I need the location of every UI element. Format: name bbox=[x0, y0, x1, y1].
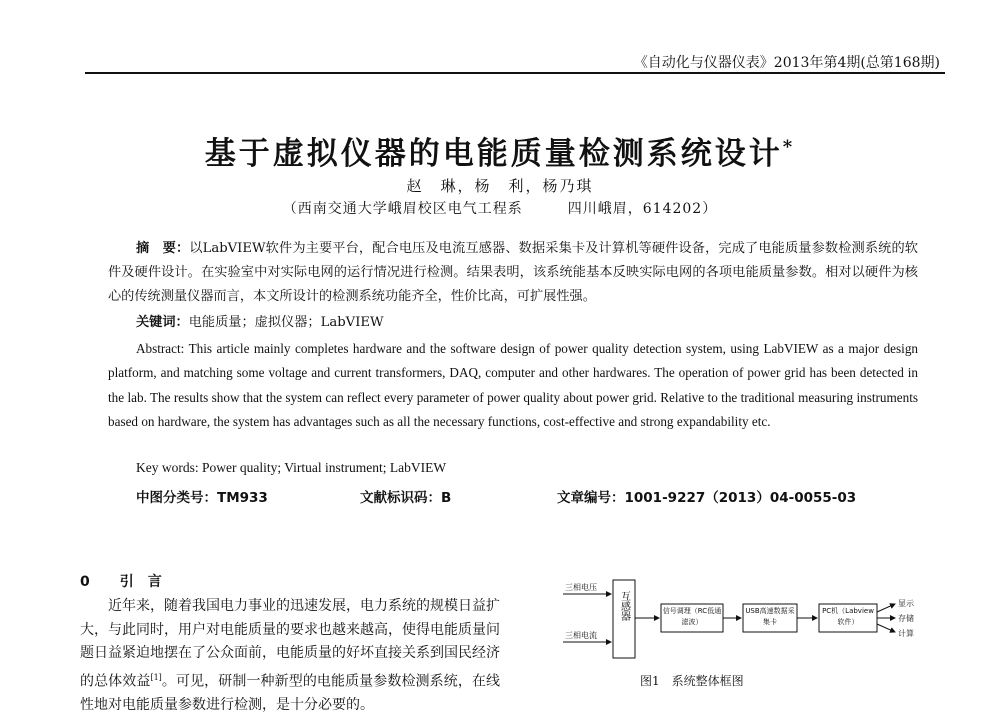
clc-number: 中图分类号：TM933 bbox=[136, 490, 268, 506]
authors: 赵 琳，杨 利，杨乃琪 bbox=[406, 177, 594, 195]
section-number: 0 bbox=[80, 574, 90, 590]
fig-output-display: 显示 bbox=[898, 599, 914, 608]
fig-arrow-display bbox=[877, 604, 895, 612]
intro-paragraph bbox=[80, 595, 501, 713]
affiliation: （西南交通大学峨眉校区电气工程系 四川峨眉，614202） bbox=[282, 201, 718, 217]
fig-transformer-label: 互感器 bbox=[618, 591, 630, 621]
fig-output-store: 存储 bbox=[898, 614, 914, 623]
article-number: 文章编号：1001-9227（2013）04-0055-03 bbox=[557, 490, 857, 506]
citation-mark: [1] bbox=[150, 672, 162, 682]
fig-input-voltage-label: 三相电压 bbox=[565, 583, 597, 592]
paper-title bbox=[0, 128, 1000, 173]
intro-text: 近年来，随着我国电力事业的迅速发展，电力系统的规模日益扩大，与此同时，用户对电能质量的要求也越来越高，使得电能质量问题日益紧迫地摆在了公众面前，电能质量的好坏直接关系到国民经济的总体效益 bbox=[80, 598, 500, 690]
keywords-english bbox=[136, 460, 446, 476]
fig-daq-label: USB高速数据采集卡 bbox=[745, 607, 795, 626]
fig-arrow-compute bbox=[877, 624, 895, 632]
fig-conditioning-label: 信号调理（RC低通滤波） bbox=[662, 607, 722, 626]
keywords-cn-label: 关键词： bbox=[136, 315, 189, 330]
fig-pc-label: PC机（Labview软件） bbox=[822, 607, 874, 626]
section-title: 引 言 bbox=[119, 574, 162, 590]
document-code: 文献标识码：B bbox=[360, 490, 452, 506]
keywords-cn-text: 电能质量；虚拟仪器；LabVIEW bbox=[188, 315, 384, 330]
section-heading bbox=[80, 571, 162, 591]
keywords-chinese bbox=[136, 311, 384, 330]
abstract-cn-label: 摘 要： bbox=[136, 241, 190, 256]
abstract-chinese bbox=[108, 237, 918, 309]
system-block-diagram bbox=[555, 572, 945, 672]
header-rule bbox=[85, 72, 945, 74]
intro-text-continued: 。可见，研制一种新型的电能质量参数检测系统，在线性地对电能质量参数进行检测，是十分必要的。 bbox=[80, 673, 501, 713]
title-footnote-mark: * bbox=[782, 136, 796, 158]
keywords-en-text: Power quality; Virtual instrument; LabVIEW bbox=[202, 460, 447, 475]
figure-caption: 图1 系统整体框图 bbox=[640, 674, 744, 688]
abstract-en-text: This article mainly completes hardware and the software design of power quality detection system, using LabVIEW as a major design platform, and matching some voltage and current transformers, DAQ, computer and other hardwares. The operation of power grid has been detected in the lab. The results show that the system can reflect every parameter of power quality about power grid. Relative to the traditional measuring instruments based on hardware, the system has advantages such as all the necessary functions, cost-effective and strong expandability etc. bbox=[108, 341, 919, 429]
abstract-cn-text: 以LabVIEW软件为主要平台，配合电压及电流互感器、数据采集卡及计算机等硬件设备，完成了电能质量参数检测系统的软件及硬件设计。在实验室中对实际电网的运行情况进行检测。结果表明，该系统能基本反映实际电网的各项电能质量参数。相对以硬件为核心的传统测量仪器而言，本文所设计的检测系统功能齐全，性价比高，可扩展性强。 bbox=[108, 241, 918, 304]
title-text: 基于虚拟仪器的电能质量检测系统设计 bbox=[204, 136, 783, 172]
abstract-english bbox=[108, 337, 918, 434]
journal-header: 《自动化与仪器仪表》2013年第4期(总第168期) bbox=[633, 55, 940, 71]
fig-input-current-label: 三相电流 bbox=[565, 631, 597, 640]
keywords-en-label: Key words: bbox=[136, 460, 199, 475]
fig-output-compute: 计算 bbox=[898, 629, 914, 638]
abstract-en-label: Abstract: bbox=[136, 341, 185, 356]
